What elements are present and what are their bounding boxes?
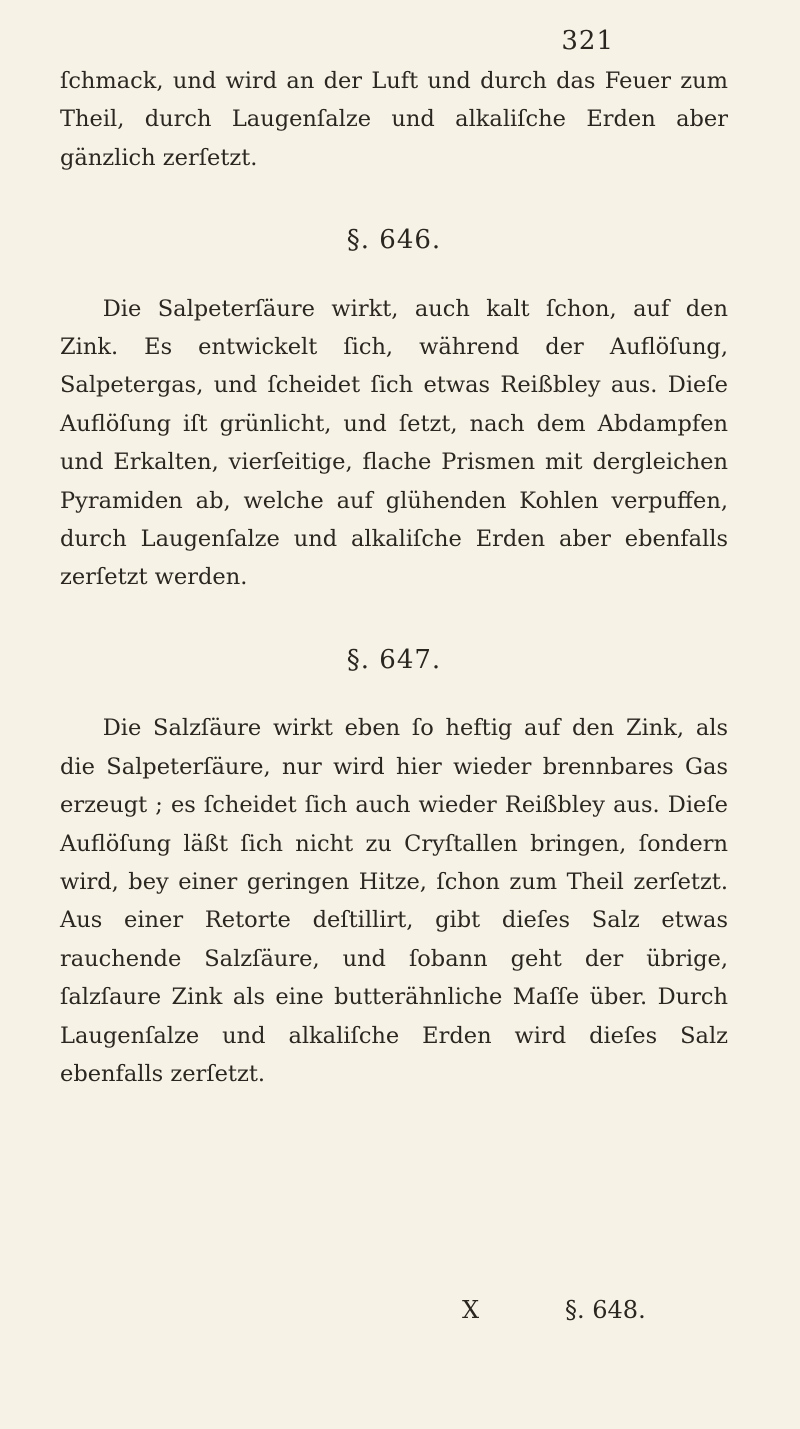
page-number: 321	[561, 26, 614, 56]
catchword: §. 648.	[565, 1296, 646, 1324]
page-body	[60, 62, 728, 1093]
continuation-paragraph: ſchmack, und wird an der Luft und durch das Feuer zum Theil, durch Laugenſalze und alkaliſche Erden aber gänzlich zerſetzt.	[60, 68, 728, 171]
section-paragraph-646: Die Salpeterſäure wirkt, auch kalt ſchon, auf den Zink. Es entwickelt ſich, während der Auflöſung, Salpetergas, und ſcheidet ſich etwas Reißbley aus. Dieſe Auflöſung iſt grünlicht, und ſetzt, nach dem Abdampfen und Erkalten, vierſeitige, flache Prismen mit dergleichen Pyramiden ab, welche auf glühenden Kohlen verpuffen, durch Laugenſalze und alkaliſche Erden aber ebenfalls zerſetzt werden.	[60, 295, 728, 591]
section-heading-647: §. 647.	[346, 644, 442, 675]
section-heading-646: §. 646.	[346, 225, 442, 256]
section-paragraph-647: Die Salzſäure wirkt eben ſo heftig auf den Zink, als die Salpeterſäure, nur wird hier wieder brennbares Gas erzeugt ; es ſcheidet ſich auch wieder Reißbley aus. Dieſe Auflöſung läßt ſich nicht zu Cryſtallen bringen, ſondern wird, bey einer geringen Hitze, ſchon zum Theil zerſetzt. Aus einer Retorte deſtillirt, gibt dieſes Salz etwas rauchende Salzſäure, und ſobann geht der übrige, ſalzſaure Zink als eine butterähnliche Maſſe über. Durch Laugenſalze und alkaliſche Erden wird dieſes Salz ebenfalls zerſetzt.	[60, 715, 728, 1087]
signature-mark: X	[462, 1296, 480, 1324]
